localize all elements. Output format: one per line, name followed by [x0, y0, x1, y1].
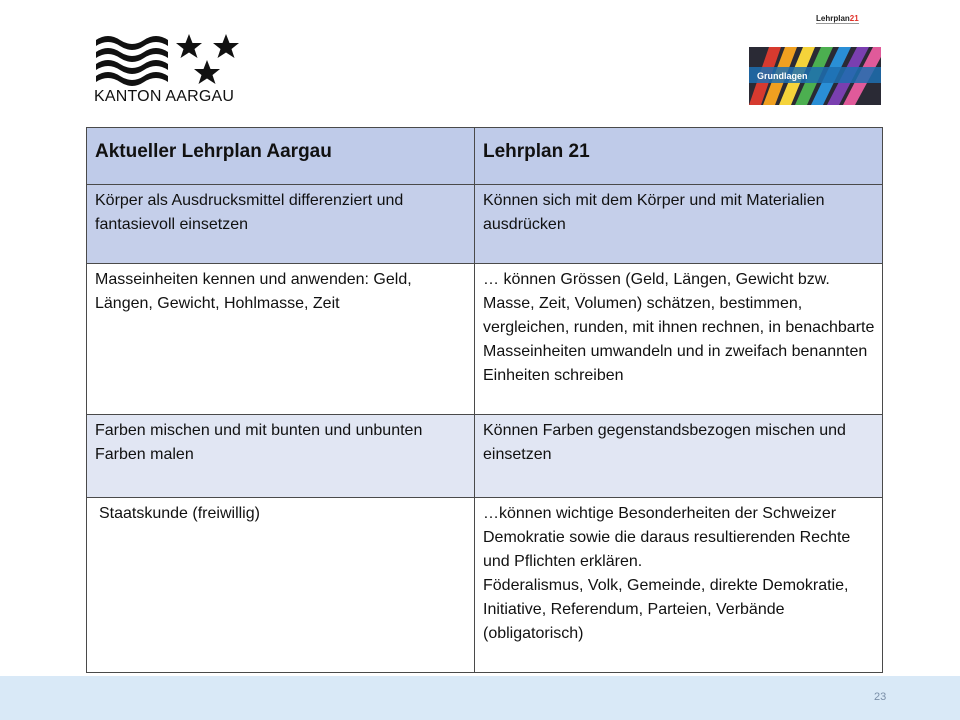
page-number: 23	[874, 691, 887, 703]
cell-aargau: Farben mischen und mit bunten und unbunten Farben malen	[87, 415, 475, 498]
badge-number: 21	[849, 14, 859, 23]
cell-aargau: Körper als Ausdrucksmittel differenziert und fantasievoll einsetzen	[87, 185, 475, 264]
aargau-waves-stars-icon	[94, 32, 244, 88]
cell-lp21: Können Farben gegenstandsbezogen mischen und einsetzen	[475, 415, 883, 498]
header-aktueller-lehrplan: Aktueller Lehrplan Aargau	[87, 128, 475, 185]
cell-aargau: Masseinheiten kennen und anwenden: Geld, Längen, Gewicht, Hohlmasse, Zeit	[87, 264, 475, 415]
lehrplan-comparison-table	[86, 127, 883, 673]
kanton-aargau-logo	[94, 32, 244, 110]
pencils-label: Grundlagen	[757, 71, 808, 81]
table-row	[87, 498, 883, 673]
header-lehrplan-21: Lehrplan 21	[475, 128, 883, 185]
pencils-image	[749, 47, 881, 105]
badge-text: Lehrplan	[816, 14, 850, 23]
footer-band	[0, 676, 960, 720]
cell-lp21: … können Grössen (Geld, Längen, Gewicht bzw. Masse, Zeit, Volumen) schätzen, bestimmen, vergleichen, runden, mit ihnen rechnen, in benachbarte Masseinheiten umwandeln und in zweifach benannten Einheiten schreiben	[475, 264, 883, 415]
cell-lp21: …können wichtige Besonderheiten der Schweizer Demokratie sowie die daraus resultierenden Rechte und Pflichten erklären. Föderalismus, Volk, Gemeinde, direkte Demokratie, Initiative, Referendum, Parteien, Verbände (obligatorisch)	[475, 498, 883, 673]
table-row	[87, 264, 883, 415]
cell-aargau: Staatskunde (freiwillig)	[87, 498, 475, 673]
table-header-row	[87, 128, 883, 185]
table-row	[87, 415, 883, 498]
logo-text: KANTON AARGAU	[94, 88, 235, 105]
table-row	[87, 185, 883, 264]
cell-lp21: Können sich mit dem Körper und mit Materialien ausdrücken	[475, 185, 883, 264]
lehrplan21-badge	[816, 14, 859, 24]
